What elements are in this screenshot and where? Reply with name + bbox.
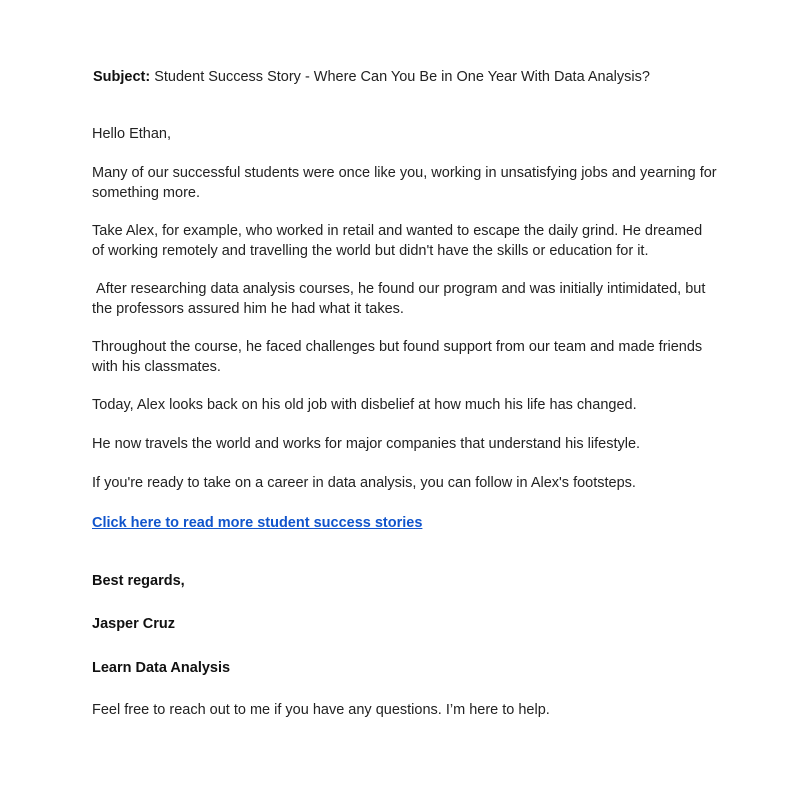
subject-text: Student Success Story - Where Can You Be in One Year With Data Analysis? xyxy=(150,69,650,85)
subject-label: Subject: xyxy=(93,69,151,85)
paragraph-travels: He now travels the world and works for major companies that understand his lifestyle. xyxy=(92,436,641,452)
paragraph-intro: Many of our successful students were once like you, working in unsatisfying jobs and yearning for something more. xyxy=(92,165,717,201)
closing-note: Feel free to reach out to me if you have any questions. I’m here to help. xyxy=(92,702,550,718)
signature-closing: Best regards, xyxy=(92,573,185,589)
paragraph-alex-example: Take Alex, for example, who worked in retail and wanted to escape the daily grind. He dreamed of working remotely and travelling the world but didn't have the skills or education for it. xyxy=(92,223,703,259)
paragraph-call-to-action: If you're ready to take on a career in data analysis, you can follow in Alex's footsteps. xyxy=(92,475,636,491)
signature-organization: Learn Data Analysis xyxy=(92,660,231,676)
paragraph-today: Today, Alex looks back on his old job with disbelief at how much his life has changed. xyxy=(92,397,637,413)
paragraph-research: After researching data analysis courses, he found our program and was initially intimidated, but the professors assured him he had what it takes. xyxy=(92,281,706,317)
signature-name: Jasper Cruz xyxy=(92,616,176,632)
success-stories-link[interactable]: Click here to read more student success stories xyxy=(92,515,423,531)
email-subject xyxy=(93,67,650,87)
greeting: Hello Ethan, xyxy=(92,126,171,142)
paragraph-challenges: Throughout the course, he faced challenges but found support from our team and made friends with his classmates. xyxy=(92,339,703,375)
